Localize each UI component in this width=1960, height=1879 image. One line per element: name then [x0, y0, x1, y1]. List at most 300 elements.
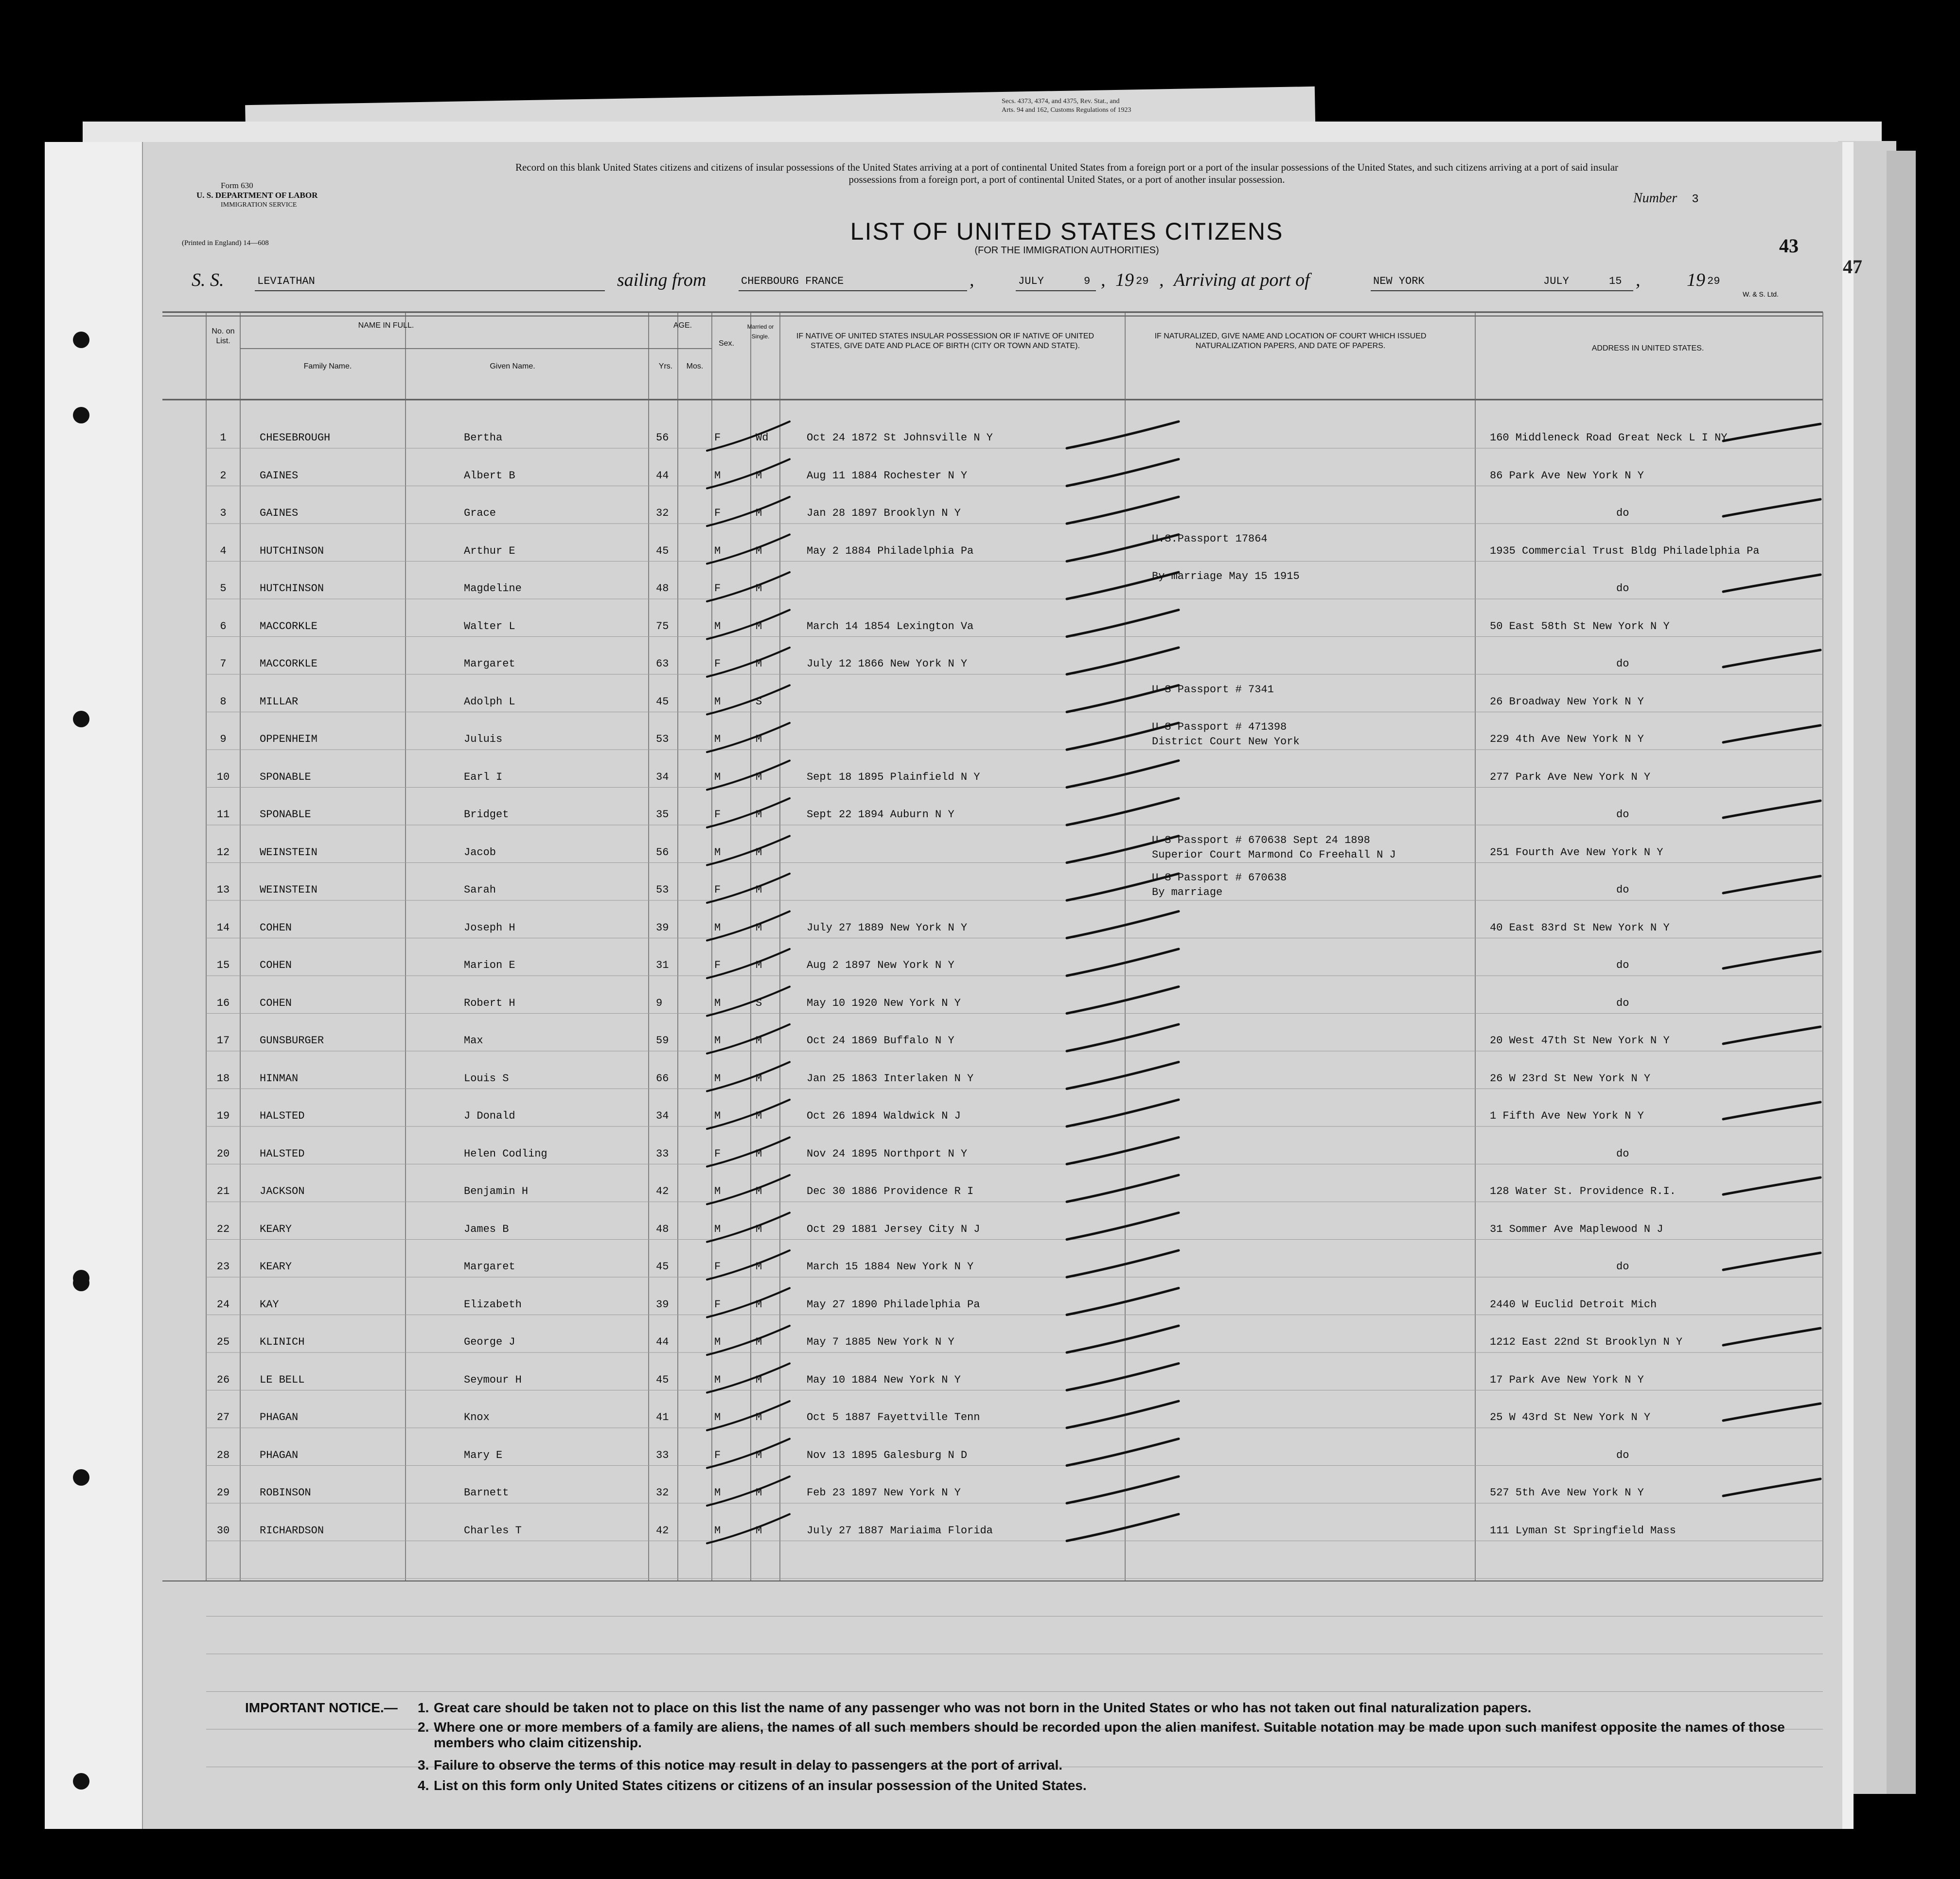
row-given: Max [464, 1035, 483, 1047]
row-age: 66 [656, 1072, 669, 1085]
check-stroke [1723, 1479, 1820, 1496]
check-stroke [707, 685, 790, 715]
row-family: CHESEBROUGH [260, 432, 331, 444]
check-stroke [707, 723, 790, 752]
check-stroke [1067, 1062, 1179, 1089]
row-no: 20 [216, 1147, 230, 1160]
row-age: 44 [656, 469, 669, 482]
row-given: George J [464, 1336, 515, 1348]
check-stroke [1067, 1175, 1179, 1202]
row-birth: Oct 29 1881 Jersey City N J [807, 1223, 980, 1235]
row-naturalization: U S Passport # 670638 [1152, 872, 1287, 884]
row-birth: March 14 1854 Lexington Va [807, 620, 974, 632]
page-subtitle: (FOR THE IMMIGRATION AUTHORITIES) [974, 245, 1159, 256]
row-ms: M [756, 469, 762, 482]
row-age: 53 [656, 733, 669, 745]
row-sex: M [714, 1487, 721, 1499]
col-header-given: Given Name. [490, 362, 535, 370]
row-no: 27 [216, 1411, 230, 1423]
row-no: 29 [216, 1487, 230, 1499]
row-sex: F [714, 959, 721, 971]
row-no: 19 [216, 1110, 230, 1122]
row-birth: May 27 1890 Philadelphia Pa [807, 1298, 980, 1311]
row-age: 75 [656, 620, 669, 632]
check-stroke [1723, 424, 1820, 441]
notice-item: List on this form only United States citizens or citizens of an insular possession of the United States. [434, 1778, 1087, 1793]
check-stroke [1723, 725, 1820, 742]
check-stroke [1067, 1439, 1179, 1466]
row-sex: M [714, 921, 721, 934]
row-ms: M [756, 582, 762, 595]
row-no: 12 [216, 846, 230, 859]
row-sex: F [714, 1147, 721, 1160]
row-given: Louis S [464, 1072, 509, 1085]
row-no: 26 [216, 1373, 230, 1386]
sailing-from-label: sailing from [617, 270, 706, 290]
check-stroke [1723, 801, 1820, 818]
row-ms: M [756, 544, 762, 557]
check-stroke [707, 1439, 790, 1468]
row-family: LE BELL [260, 1373, 305, 1386]
row-family: KLINICH [260, 1336, 305, 1348]
row-age: 53 [656, 884, 669, 896]
row-sex: M [714, 1185, 721, 1197]
row-family: HUTCHINSON [260, 544, 324, 557]
row-addr: do [1616, 658, 1629, 670]
check-stroke [1067, 836, 1179, 863]
row-ms: M [756, 1487, 762, 1499]
check-stroke [707, 949, 790, 978]
row-birth: Jan 28 1897 Brooklyn N Y [807, 507, 961, 519]
check-stroke [1067, 761, 1179, 788]
binder-hole [73, 1275, 89, 1291]
row-given: Joseph H [464, 921, 515, 934]
check-stroke [1067, 987, 1179, 1014]
row-ms: M [756, 1110, 762, 1122]
row-sex: F [714, 1449, 721, 1461]
row-given: J Donald [464, 1110, 515, 1122]
check-stroke [1067, 1024, 1179, 1051]
row-age: 41 [656, 1411, 669, 1423]
row-age: 34 [656, 1110, 669, 1122]
col-header-birth: IF NATIVE OF UNITED STATES INSULAR POSSESSION OR IF NATIVE OF UNITED STATES, GIVE DATE AND PLACE OF BIRTH (CITY OR TOWN AND STATE). [796, 332, 1095, 350]
row-addr: do [1616, 808, 1629, 821]
check-stroke [1723, 650, 1820, 667]
row-age: 32 [656, 507, 669, 519]
row-birth: Aug 2 1897 New York N Y [807, 959, 954, 971]
row-naturalization: Superior Court Marmond Co Freehall N J [1152, 848, 1396, 861]
row-age: 59 [656, 1035, 669, 1047]
row-given: Knox [464, 1411, 490, 1423]
row-birth: July 27 1887 Mariaima Florida [807, 1524, 993, 1537]
row-given: Mary E [464, 1449, 503, 1461]
check-stroke [1067, 572, 1179, 599]
row-sex: M [714, 733, 721, 745]
check-stroke [1067, 723, 1179, 750]
col-header-mos: Mos. [686, 362, 704, 370]
row-addr: 25 W 43rd St New York N Y [1490, 1411, 1651, 1423]
check-stroke [1067, 1250, 1179, 1277]
col-header-age: AGE. [673, 321, 692, 330]
row-addr: do [1616, 959, 1629, 971]
row-no: 6 [220, 620, 227, 632]
row-sex: F [714, 1261, 721, 1273]
check-stroke [1067, 497, 1179, 524]
check-stroke [1067, 912, 1179, 938]
col-header-naturalized: IF NATURALIZED, GIVE NAME AND LOCATION OF COURT WHICH ISSUED NATURALIZATION PAPERS, AND DATE OF PAPERS. [1154, 332, 1427, 350]
check-stroke [1723, 876, 1820, 893]
statute-line-1: Secs. 4373, 4374, and 4375, Rev. Stat., and [1002, 98, 1120, 105]
arrive-year-prefix: 19 [1687, 270, 1705, 290]
row-sex: M [714, 469, 721, 482]
row-birth: Sept 18 1895 Plainfield N Y [807, 771, 980, 783]
row-age: 9 [656, 997, 663, 1009]
notice-item: Where one or more members of a family are aliens, the names of all such members should be recorded upon the alien manifest. Suitable notation may be made upon such manifest opposite the names of those members who claim citizenship. [434, 1720, 1785, 1750]
row-ms: Wd [756, 432, 769, 444]
check-stroke [1723, 1404, 1820, 1421]
row-given: Albert B [464, 469, 515, 482]
row-no: 24 [216, 1298, 230, 1311]
row-addr: 1935 Commercial Trust Bldg Philadelphia Pa [1490, 544, 1760, 557]
comma-sep: , [970, 270, 974, 290]
row-sex: F [714, 658, 721, 670]
check-stroke [707, 912, 790, 941]
check-stroke [1723, 951, 1820, 968]
row-no: 22 [216, 1223, 230, 1235]
row-naturalization: District Court New York [1152, 736, 1300, 748]
check-stroke [1067, 1514, 1179, 1541]
row-birth: Nov 24 1895 Northport N Y [807, 1147, 968, 1160]
ss-label: S. S. [192, 270, 224, 290]
check-stroke [1067, 535, 1179, 562]
row-family: GUNSBURGER [260, 1035, 324, 1047]
row-ms: M [756, 658, 762, 670]
check-stroke [1723, 499, 1820, 516]
row-no: 21 [216, 1185, 230, 1197]
row-family: HALSTED [260, 1110, 305, 1122]
row-naturalization: U S Passport # 471398 [1152, 721, 1287, 733]
row-sex: F [714, 1298, 721, 1311]
row-addr: 50 East 58th St New York N Y [1490, 620, 1670, 632]
row-sex: M [714, 1223, 721, 1235]
check-stroke [1723, 1027, 1820, 1044]
check-stroke [1067, 1476, 1179, 1503]
row-family: MILLAR [260, 695, 299, 708]
row-naturalization: U.S.Passport 17864 [1152, 532, 1268, 545]
check-stroke [1067, 648, 1179, 674]
row-family: MACCORKLE [260, 658, 318, 670]
row-no: 28 [216, 1449, 230, 1461]
department-name: U. S. DEPARTMENT OF LABOR [196, 191, 318, 200]
row-given: Margaret [464, 1261, 515, 1273]
check-stroke [707, 421, 790, 451]
check-stroke [707, 648, 790, 677]
binder-hole [73, 407, 89, 423]
row-birth: Oct 24 1872 St Johnsville N Y [807, 432, 993, 444]
row-naturalization: By marriage May 15 1915 [1152, 570, 1300, 582]
row-given: Helen Codling [464, 1147, 547, 1160]
row-no: 4 [220, 544, 227, 557]
check-stroke [707, 1514, 790, 1544]
row-addr: 1212 East 22nd St Brooklyn N Y [1490, 1336, 1683, 1348]
row-sex: M [714, 1110, 721, 1122]
check-stroke [707, 798, 790, 827]
check-stroke [1067, 685, 1179, 712]
row-family: KEARY [260, 1223, 292, 1235]
row-age: 45 [656, 1261, 669, 1273]
row-ms: M [756, 808, 762, 821]
row-addr: do [1616, 1261, 1629, 1273]
row-given: Robert H [464, 997, 515, 1009]
col-header-sex: Sex. [718, 339, 734, 348]
row-birth: Oct 5 1887 Fayettville Tenn [807, 1411, 980, 1423]
row-ms: M [756, 1035, 762, 1047]
row-no: 14 [216, 921, 230, 934]
row-sex: M [714, 1373, 721, 1386]
row-addr: do [1616, 582, 1629, 595]
row-no: 25 [216, 1336, 230, 1348]
row-ms: M [756, 846, 762, 859]
notice-item-number: 1. [418, 1700, 429, 1715]
check-stroke [707, 1401, 790, 1430]
notice-item: Great care should be taken not to place on this list the name of any passenger who was not born in the United States or who has not taken out final naturalization papers. [434, 1700, 1532, 1715]
row-no: 30 [216, 1524, 230, 1537]
col-header-name: NAME IN FULL. [358, 321, 414, 330]
check-stroke [1067, 1326, 1179, 1352]
row-given: Margaret [464, 658, 515, 670]
check-stroke [707, 836, 790, 865]
row-sex: M [714, 1072, 721, 1085]
row-given: Bertha [464, 432, 503, 444]
check-stroke [707, 1476, 790, 1506]
row-no: 7 [220, 658, 227, 670]
check-stroke [707, 761, 790, 790]
row-family: GAINES [260, 507, 299, 519]
row-family: COHEN [260, 959, 292, 971]
check-stroke [1723, 1253, 1820, 1270]
port-to: NEW YORK [1373, 275, 1425, 287]
row-ms: M [756, 733, 762, 745]
check-stroke [1723, 1102, 1820, 1119]
row-birth: Oct 26 1894 Waldwick N J [807, 1110, 961, 1122]
printed-note: (Printed in England) 14—608 [182, 239, 269, 247]
row-birth: Aug 11 1884 Rochester N Y [807, 469, 968, 482]
check-stroke [707, 459, 790, 489]
check-stroke [707, 1288, 790, 1317]
row-no: 13 [216, 884, 230, 896]
depart-year-prefix: 19 [1115, 270, 1134, 290]
row-ms: M [756, 1411, 762, 1423]
row-birth: Sept 22 1894 Auburn N Y [807, 808, 954, 821]
row-family: SPONABLE [260, 808, 311, 821]
check-stroke [707, 610, 790, 639]
list-number-label: Number [1633, 191, 1677, 206]
check-stroke [707, 572, 790, 601]
row-given: Jacob [464, 846, 496, 859]
row-family: KAY [260, 1298, 279, 1311]
row-age: 56 [656, 432, 669, 444]
row-addr: 31 Sommer Ave Maplewood N J [1490, 1223, 1663, 1235]
check-stroke [1067, 1401, 1179, 1428]
arriving-label: Arriving at port of [1174, 270, 1310, 290]
row-sex: M [714, 620, 721, 632]
row-no: 15 [216, 959, 230, 971]
row-family: KEARY [260, 1261, 292, 1273]
check-stroke [707, 1175, 790, 1204]
row-family: MACCORKLE [260, 620, 318, 632]
row-ms: M [756, 1336, 762, 1348]
check-stroke [707, 1250, 790, 1280]
check-stroke [707, 1062, 790, 1091]
handwritten-marks [143, 142, 1842, 1829]
arrive-year: 29 [1707, 275, 1720, 287]
row-given: Barnett [464, 1487, 509, 1499]
binder-hole [73, 1773, 89, 1790]
row-birth: July 27 1889 New York N Y [807, 921, 968, 934]
col-header-married: Married or Single. [747, 323, 774, 340]
depart-month: JULY [1018, 275, 1044, 287]
row-sex: F [714, 432, 721, 444]
check-stroke [1723, 1328, 1820, 1345]
row-ms: M [756, 1223, 762, 1235]
arrive-day: 15 [1609, 275, 1622, 287]
notice-item-number: 4. [418, 1778, 429, 1793]
check-stroke [707, 1138, 790, 1167]
row-age: 33 [656, 1147, 669, 1160]
row-family: HALSTED [260, 1147, 305, 1160]
depart-day: 9 [1084, 275, 1091, 287]
row-family: PHAGAN [260, 1449, 299, 1461]
check-stroke [707, 1364, 790, 1393]
depart-year: 29 [1136, 275, 1149, 287]
row-ms: M [756, 1298, 762, 1311]
row-ms: M [756, 507, 762, 519]
row-age: 48 [656, 1223, 669, 1235]
comma-sep: , [1101, 270, 1106, 290]
col-header-address: ADDRESS IN UNITED STATES. [1591, 344, 1704, 352]
row-addr: 128 Water St. Providence R.I. [1490, 1185, 1676, 1197]
row-ms: M [756, 921, 762, 934]
page-title: LIST OF UNITED STATES CITIZENS [850, 218, 1284, 245]
row-ms: M [756, 771, 762, 783]
check-stroke [1067, 1213, 1179, 1240]
row-sex: F [714, 582, 721, 595]
notice-item-number: 3. [418, 1757, 429, 1773]
row-ms: M [756, 1261, 762, 1273]
row-addr: 111 Lyman St Springfield Mass [1490, 1524, 1676, 1537]
row-given: Seymour H [464, 1373, 522, 1386]
row-age: 42 [656, 1185, 669, 1197]
row-ms: M [756, 1373, 762, 1386]
row-family: PHAGAN [260, 1411, 299, 1423]
printer-mark: W. & S. Ltd. [1743, 290, 1779, 298]
row-ms: M [756, 1147, 762, 1160]
back-sheet-statute-note [1002, 97, 1131, 115]
row-given: Benjamin H [464, 1185, 529, 1197]
row-family: OPPENHEIM [260, 733, 318, 745]
row-addr: 17 Park Ave New York N Y [1490, 1373, 1644, 1386]
row-addr: 26 W 23rd St New York N Y [1490, 1072, 1651, 1085]
row-age: 48 [656, 582, 669, 595]
row-addr: do [1616, 997, 1629, 1009]
row-addr: 40 East 83rd St New York N Y [1490, 921, 1670, 934]
row-birth: May 10 1920 New York N Y [807, 997, 961, 1009]
row-sex: F [714, 507, 721, 519]
row-family: SPONABLE [260, 771, 311, 783]
back-sheet-right-edge-2 [1887, 151, 1916, 1794]
row-no: 2 [220, 469, 227, 482]
row-addr: do [1616, 1147, 1629, 1160]
row-birth: March 15 1884 New York N Y [807, 1261, 974, 1273]
check-stroke [707, 1024, 790, 1054]
row-no: 16 [216, 997, 230, 1009]
row-addr: 2440 W Euclid Detroit Mich [1490, 1298, 1657, 1311]
binder-hole [73, 711, 89, 727]
row-age: 45 [656, 695, 669, 708]
row-family: JACKSON [260, 1185, 305, 1197]
row-family: GAINES [260, 469, 299, 482]
row-age: 63 [656, 658, 669, 670]
row-age: 39 [656, 1298, 669, 1311]
row-ms: S [756, 997, 762, 1009]
comma-sep: , [1636, 270, 1641, 290]
row-given: Magdeline [464, 582, 522, 595]
row-given: Marion E [464, 959, 515, 971]
row-given: Grace [464, 507, 496, 519]
check-stroke [1067, 1138, 1179, 1164]
check-stroke [1067, 459, 1179, 486]
row-given: Elizabeth [464, 1298, 522, 1311]
row-birth: Feb 23 1897 New York N Y [807, 1487, 961, 1499]
row-no: 23 [216, 1261, 230, 1273]
row-birth: Dec 30 1886 Providence R I [807, 1185, 974, 1197]
row-given: Earl I [464, 771, 503, 783]
binder-hole [73, 332, 89, 348]
row-addr: 277 Park Ave New York N Y [1490, 771, 1651, 783]
check-stroke [1067, 1364, 1179, 1390]
check-stroke [1067, 1100, 1179, 1126]
row-addr: 1 Fifth Ave New York N Y [1490, 1110, 1644, 1122]
row-age: 56 [656, 846, 669, 859]
row-addr: 86 Park Ave New York N Y [1490, 469, 1644, 482]
row-given: Juluis [464, 733, 503, 745]
row-addr: 251 Fourth Ave New York N Y [1490, 846, 1663, 859]
row-age: 39 [656, 921, 669, 934]
row-age: 33 [656, 1449, 669, 1461]
check-stroke [707, 1213, 790, 1242]
row-addr: 229 4th Ave New York N Y [1490, 733, 1644, 745]
statute-line-2: Arts. 94 and 162, Customs Regulations of 1923 [1002, 106, 1131, 114]
row-ms: M [756, 1524, 762, 1537]
row-addr: do [1616, 884, 1629, 896]
row-sex: M [714, 1411, 721, 1423]
row-sex: M [714, 1035, 721, 1047]
row-addr: 160 Middleneck Road Great Neck L I NY [1490, 432, 1728, 444]
row-sex: M [714, 695, 721, 708]
row-no: 1 [220, 432, 227, 444]
port-from: CHERBOURG FRANCE [741, 275, 844, 287]
row-family: COHEN [260, 921, 292, 934]
row-birth: May 2 1884 Philadelphia Pa [807, 544, 974, 557]
row-no: 11 [216, 808, 230, 821]
form-number: Form 630 [221, 181, 253, 190]
check-stroke [1067, 610, 1179, 637]
check-stroke [707, 1100, 790, 1129]
row-no: 17 [216, 1035, 230, 1047]
row-age: 34 [656, 771, 669, 783]
row-ms: M [756, 1072, 762, 1085]
row-family: HINMAN [260, 1072, 299, 1085]
